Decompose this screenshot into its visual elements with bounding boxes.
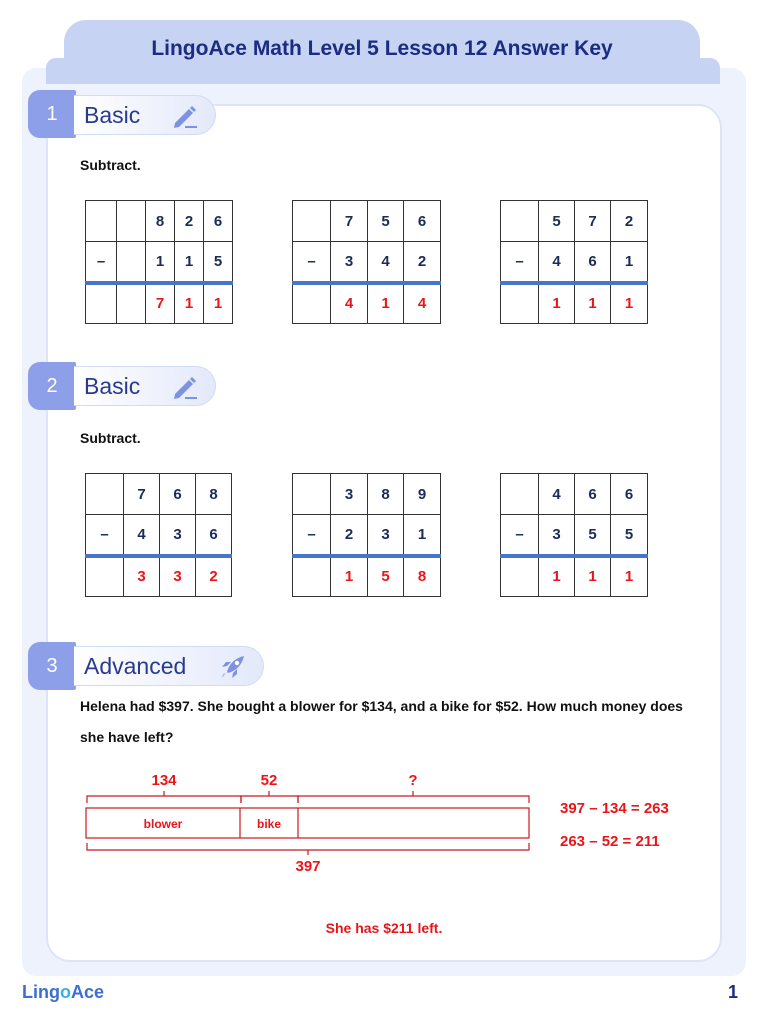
grid-cell: 6 bbox=[575, 242, 611, 283]
grid-cell: 1 bbox=[146, 242, 175, 283]
grid-cell: 4 bbox=[124, 515, 160, 556]
answer-cell: 1 bbox=[368, 283, 404, 324]
answer-cell bbox=[293, 556, 331, 597]
grid-cell: 6 bbox=[160, 474, 196, 515]
section-2-number: 2 bbox=[28, 362, 76, 410]
subtraction-grid-2b bbox=[292, 473, 441, 597]
minus-sign: – bbox=[86, 242, 117, 283]
answer-cell: 2 bbox=[196, 556, 232, 597]
brace-134 bbox=[87, 796, 241, 803]
label-134: 134 bbox=[151, 772, 177, 789]
grid-cell: 5 bbox=[611, 515, 648, 556]
grid-cell: 1 bbox=[611, 242, 648, 283]
answer-cell: 3 bbox=[160, 556, 196, 597]
grid-cell: 6 bbox=[404, 201, 441, 242]
equation-2: 263 – 52 = 211 bbox=[560, 833, 660, 850]
grid-cell: 3 bbox=[539, 515, 575, 556]
grid-cell: 5 bbox=[368, 201, 404, 242]
rocket-icon bbox=[219, 654, 247, 680]
answer-cell: 1 bbox=[611, 283, 648, 324]
answer-cell: 1 bbox=[611, 556, 648, 597]
brace-question bbox=[298, 796, 529, 803]
grid-cell: 3 bbox=[331, 242, 368, 283]
equation-1: 397 – 134 = 263 bbox=[560, 800, 669, 817]
grid-cell: 5 bbox=[204, 242, 233, 283]
grid-cell bbox=[117, 201, 146, 242]
logo-text-pre: Ling bbox=[22, 982, 60, 1002]
grid-cell: 3 bbox=[331, 474, 368, 515]
section-2-instruction: Subtract. bbox=[80, 430, 141, 446]
grid-cell: 3 bbox=[160, 515, 196, 556]
answer-cell: 1 bbox=[175, 283, 204, 324]
grid-cell: 4 bbox=[368, 242, 404, 283]
grid-cell: 5 bbox=[539, 201, 575, 242]
answer-cell: 1 bbox=[539, 556, 575, 597]
grid-cell: 7 bbox=[124, 474, 160, 515]
label-unknown: ? bbox=[408, 772, 418, 789]
answer-cell: 1 bbox=[539, 283, 575, 324]
page-number: 1 bbox=[728, 982, 739, 1002]
word-problem: Helena had $397. She bought a blower for $134, and a bike for $52. How much money does she have left? bbox=[80, 698, 683, 745]
answer-cell: 1 bbox=[575, 283, 611, 324]
bar-model bbox=[0, 765, 768, 885]
lingoace-logo bbox=[22, 982, 104, 1003]
answer-cell bbox=[86, 556, 124, 597]
final-answer: She has $211 left. bbox=[325, 920, 443, 936]
answer-cell: 5 bbox=[368, 556, 404, 597]
minus-sign: – bbox=[293, 515, 331, 556]
brace-total bbox=[87, 843, 529, 850]
minus-sign: – bbox=[501, 515, 539, 556]
subtraction-grid-1c bbox=[500, 200, 648, 324]
grid-cell: 6 bbox=[204, 201, 233, 242]
section-1-instruction: Subtract. bbox=[80, 157, 141, 173]
grid-cell: 5 bbox=[575, 515, 611, 556]
grid-cell: 2 bbox=[331, 515, 368, 556]
answer-cell: 8 bbox=[404, 556, 441, 597]
section-1-number: 1 bbox=[28, 90, 76, 138]
grid-cell: 6 bbox=[611, 474, 648, 515]
page-title: LingoAce Math Level 5 Lesson 12 Answer Key bbox=[151, 37, 613, 60]
minus-sign: – bbox=[501, 242, 539, 283]
label-52: 52 bbox=[260, 772, 278, 789]
subtraction-grid-2a bbox=[85, 473, 232, 597]
answer-cell bbox=[86, 283, 117, 324]
section-3-number: 3 bbox=[28, 642, 76, 690]
minus-sign: – bbox=[293, 242, 331, 283]
section-1-header bbox=[74, 95, 216, 135]
grid-cell bbox=[117, 242, 146, 283]
grid-cell: 4 bbox=[539, 474, 575, 515]
answer-cell: 1 bbox=[575, 556, 611, 597]
answer-cell: 4 bbox=[404, 283, 441, 324]
grid-cell bbox=[293, 474, 331, 515]
answer-cell bbox=[501, 556, 539, 597]
grid-cell: 7 bbox=[575, 201, 611, 242]
brace-52 bbox=[241, 796, 298, 803]
subtraction-grid-2c bbox=[500, 473, 648, 597]
grid-cell: 1 bbox=[175, 242, 204, 283]
grid-cell: 1 bbox=[404, 515, 441, 556]
segment-bike: bike bbox=[256, 817, 282, 831]
answer-cell bbox=[117, 283, 146, 324]
section-3-header bbox=[74, 646, 264, 686]
answer-cell: 3 bbox=[124, 556, 160, 597]
pencil-icon bbox=[169, 103, 199, 129]
grid-cell bbox=[86, 201, 117, 242]
minus-sign: – bbox=[86, 515, 124, 556]
grid-cell bbox=[293, 201, 331, 242]
logo-text-o: o bbox=[60, 982, 71, 1002]
section-2-label: Basic bbox=[84, 372, 141, 399]
answer-cell: 1 bbox=[204, 283, 233, 324]
grid-cell: 4 bbox=[539, 242, 575, 283]
grid-cell: 2 bbox=[611, 201, 648, 242]
answer-cell bbox=[293, 283, 331, 324]
subtraction-grid-1a bbox=[85, 200, 233, 324]
grid-cell: 7 bbox=[331, 201, 368, 242]
answer-cell: 4 bbox=[331, 283, 368, 324]
grid-cell: 6 bbox=[575, 474, 611, 515]
logo-text-post: Ace bbox=[71, 982, 105, 1002]
grid-cell: 2 bbox=[404, 242, 441, 283]
section-3-label: Advanced bbox=[84, 652, 187, 679]
segment-blower: blower bbox=[143, 817, 183, 831]
grid-cell bbox=[501, 474, 539, 515]
grid-cell: 9 bbox=[404, 474, 441, 515]
subtraction-grid-1b bbox=[292, 200, 441, 324]
grid-cell: 6 bbox=[196, 515, 232, 556]
pencil-icon bbox=[169, 374, 199, 400]
grid-cell bbox=[501, 201, 539, 242]
answer-cell: 7 bbox=[146, 283, 175, 324]
section-2-header bbox=[74, 366, 216, 406]
grid-cell: 8 bbox=[368, 474, 404, 515]
grid-cell: 8 bbox=[146, 201, 175, 242]
title-banner bbox=[64, 20, 700, 78]
section-1-label: Basic bbox=[84, 101, 141, 128]
grid-cell: 8 bbox=[196, 474, 232, 515]
answer-cell bbox=[501, 283, 539, 324]
answer-cell: 1 bbox=[331, 556, 368, 597]
label-total: 397 bbox=[295, 858, 321, 875]
grid-cell: 2 bbox=[175, 201, 204, 242]
grid-cell: 3 bbox=[368, 515, 404, 556]
grid-cell bbox=[86, 474, 124, 515]
